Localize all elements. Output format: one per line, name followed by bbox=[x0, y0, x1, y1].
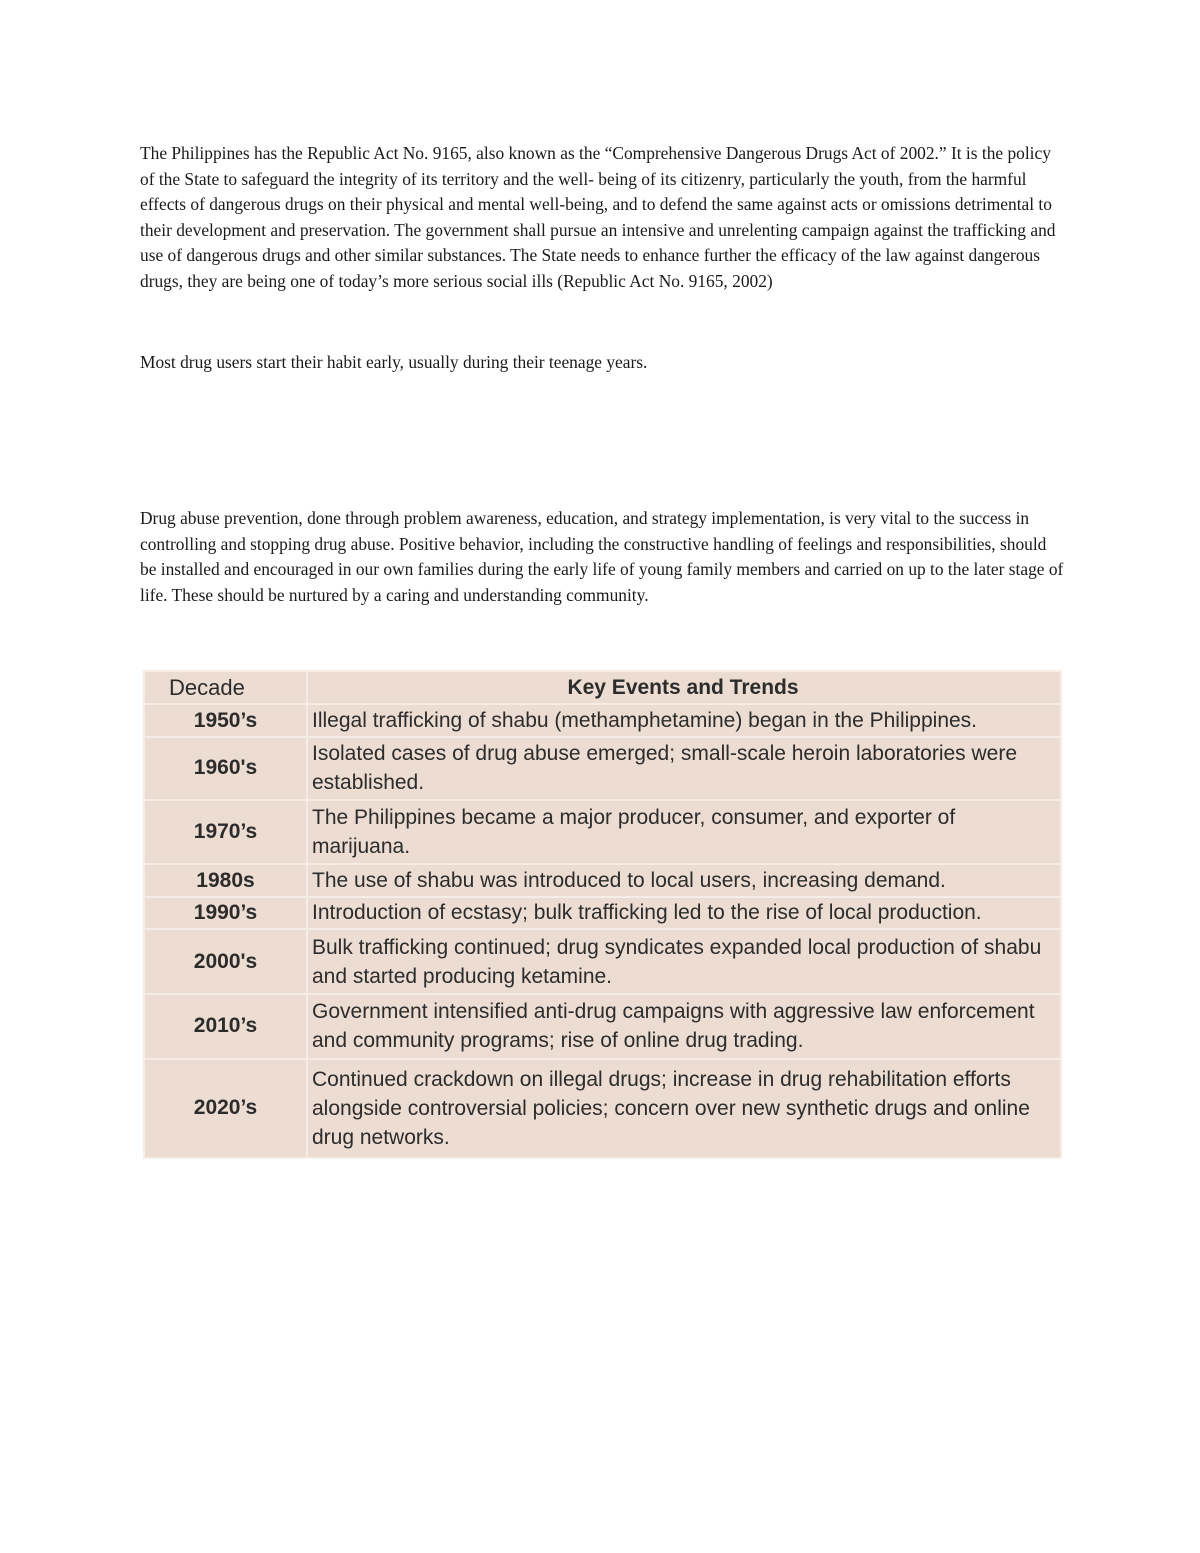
table-row bbox=[144, 929, 1061, 994]
table-row bbox=[144, 994, 1061, 1059]
header-decade: Decade bbox=[144, 671, 307, 704]
decade-cell: 2010’s bbox=[144, 994, 307, 1059]
events-cell: The Philippines became a major producer, consumer, and exporter of marijuana. bbox=[307, 800, 1061, 865]
events-cell: Bulk trafficking continued; drug syndicates expanded local production of shabu and started producing ketamine. bbox=[307, 929, 1061, 994]
events-cell: The use of shabu was introduced to local users, increasing demand. bbox=[307, 864, 1061, 896]
events-cell: Government intensified anti-drug campaigns with aggressive law enforcement and community programs; rise of online drug trading. bbox=[307, 994, 1061, 1059]
events-cell: Continued crackdown on illegal drugs; increase in drug rehabilitation efforts alongside controversial policies; concern over new synthetic drugs and online drug networks. bbox=[307, 1059, 1061, 1158]
paragraph-republic-act: The Philippines has the Republic Act No. 9165, also known as the “Comprehensive Dangerous Drugs Act of 2002.” It is the policy of the State to safeguard the integrity of its territory and the well- being of its citizenry, particularly the youth, from the harmful effects of dangerous drugs on their physical and mental well-being, and to defend the same against acts or omissions detrimental to their development and preservation. The government shall pursue an intensive and unrelenting campaign against the trafficking and use of dangerous drugs and other similar substances. The State needs to enhance further the efficacy of the law against dangerous drugs, they are being one of today’s more serious social ills (Republic Act No. 9165, 2002) bbox=[140, 143, 1056, 291]
decades-table-image bbox=[143, 670, 1062, 1159]
table-row bbox=[144, 1059, 1061, 1158]
table-row bbox=[144, 704, 1061, 736]
paragraph-drug-users: Most drug users start their habit early, usually during their teenage years. bbox=[140, 352, 648, 372]
table-row bbox=[144, 864, 1061, 896]
decades-table bbox=[143, 670, 1062, 1159]
decade-cell: 1990’s bbox=[144, 897, 307, 929]
decade-cell: 1980s bbox=[144, 864, 307, 896]
decade-cell: 1950’s bbox=[144, 704, 307, 736]
table-row bbox=[144, 737, 1061, 800]
decade-cell: 2000's bbox=[144, 929, 307, 994]
events-cell: Isolated cases of drug abuse emerged; small-scale heroin laboratories were established. bbox=[307, 737, 1061, 800]
paragraph-prevention: Drug abuse prevention, done through problem awareness, education, and strategy implementation, is very vital to the success in controlling and stopping drug abuse. Positive behavior, including the constructive handling of feelings and responsibilities, should be installed and encouraged in our own families during the early life of young family members and carried on up to the later stage of life. These should be nurtured by a caring and understanding community. bbox=[140, 508, 1064, 605]
table-row bbox=[144, 800, 1061, 865]
events-cell: Illegal trafficking of shabu (methamphetamine) began in the Philippines. bbox=[307, 704, 1061, 736]
decade-cell: 1970’s bbox=[144, 800, 307, 865]
events-cell: Introduction of ecstasy; bulk trafficking led to the rise of local production. bbox=[307, 897, 1061, 929]
table-row bbox=[144, 897, 1061, 929]
table-header-row bbox=[144, 671, 1061, 704]
decade-cell: 2020’s bbox=[144, 1059, 307, 1158]
header-key-events: Key Events and Trends bbox=[307, 671, 1061, 704]
decade-cell: 1960's bbox=[144, 737, 307, 800]
